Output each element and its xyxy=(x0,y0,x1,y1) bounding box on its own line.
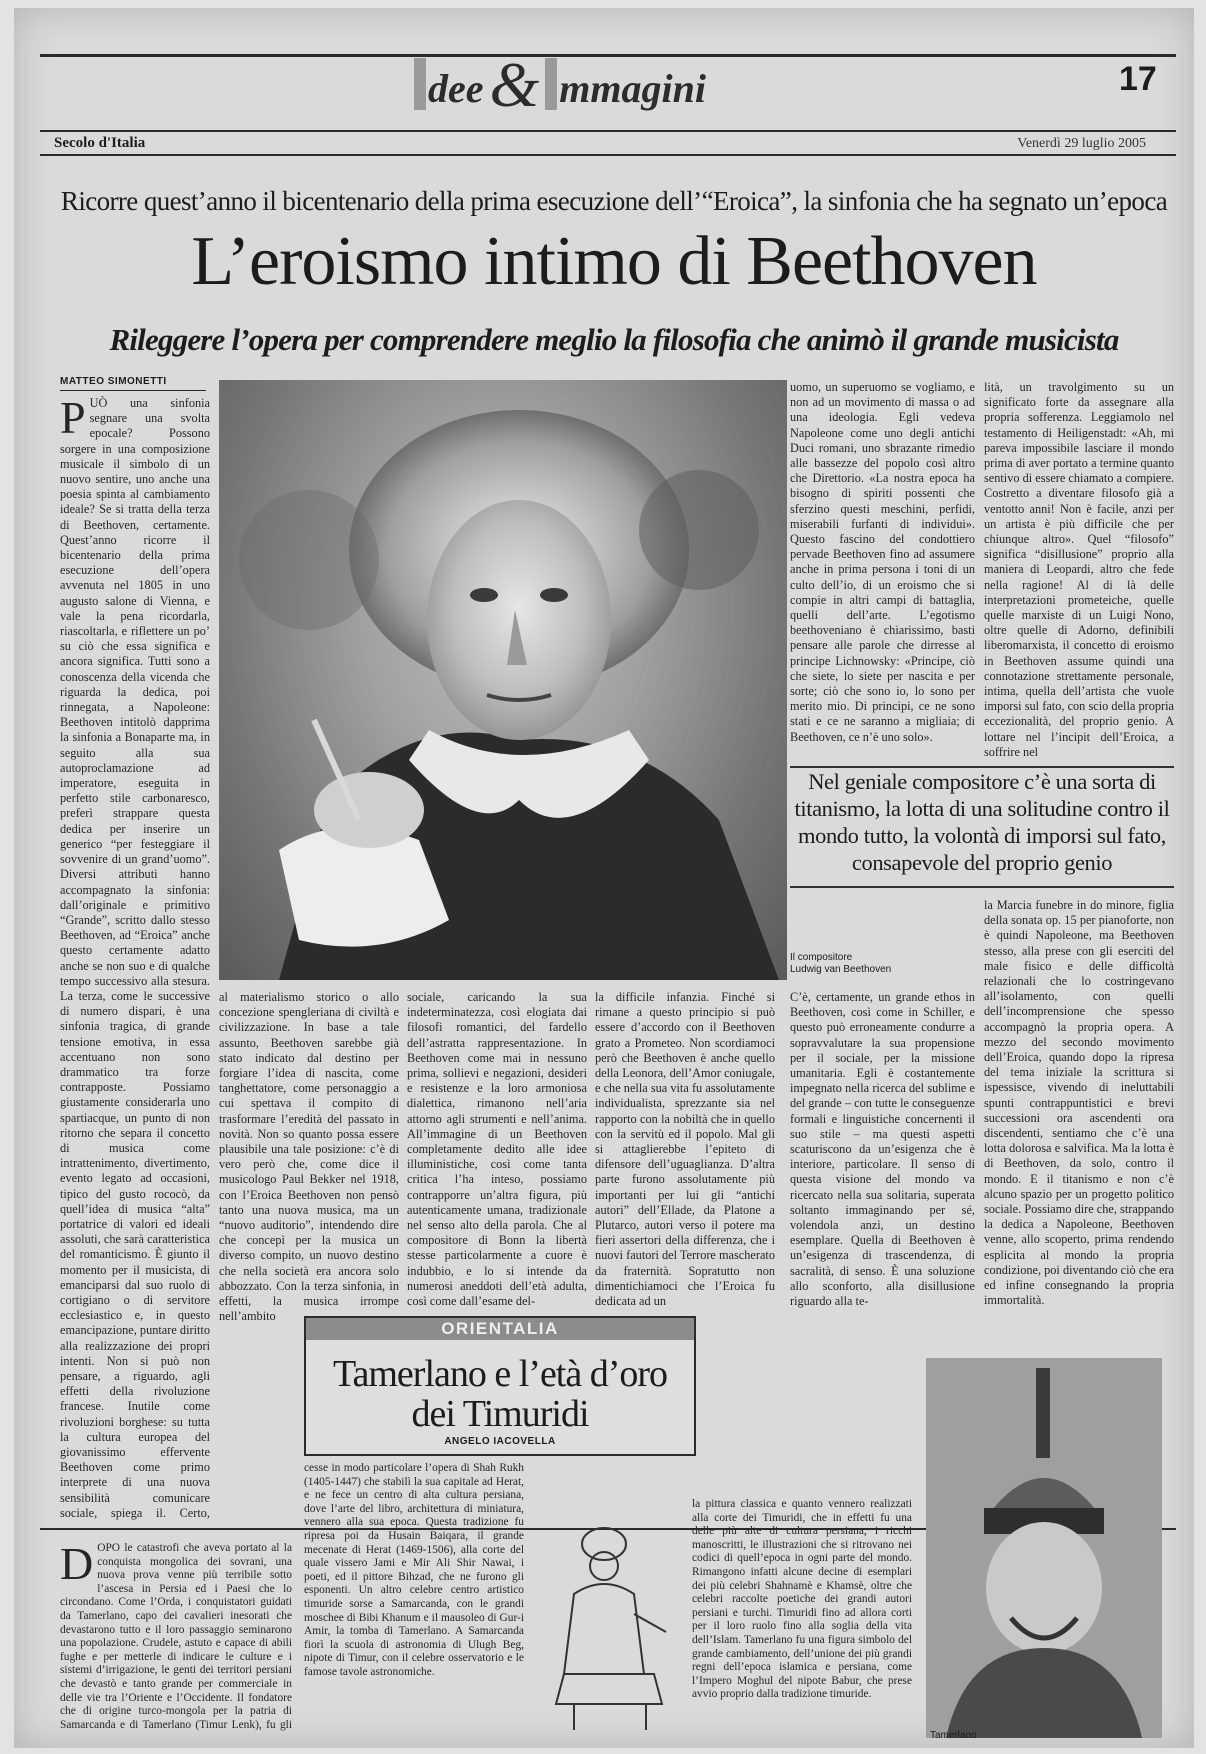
orientalia-column-1-text: OPO le catastrofi che aveva portato al la conquista mongolica dei sovrani, una nuova prova venne più terribile sotto l’ascesa in Persia ed i Paesi che lo circondano. Come l’Orda, i conquistatori guidati da Tamerlano, capo dei cavalieri inesorati che devastarono tutto e il loro passaggio seminarono una popolazione. Crudele, astuto e capace di abili fughe e per metterle di indicare le culture e i sistemi d’irrigazione, le genti dei territori persiani che devastò e tanto grande per commerciale in delle vie tra l’Oriente e l’Occidente. Il fondatore che di origine turco-mongola per la patria di Samarcanda e di Tamerlano (Timur Lenk), fu gli xyxy=(60,1542,292,1731)
orientalia-headline-box xyxy=(304,1316,696,1456)
beethoven-portrait xyxy=(219,380,787,980)
article-column-8: la Marcia funebre in do minore, figlia della sonata op. 15 per pianoforte, non è quindi Napoleone, ma Beethoven stesso, alla prese con gli eserciti del male fisico e delle difficoltà relazionali che lo costringevano all’isolamento, con quelli dell’incomprensione che spesso accompagnò la propria opera. A mezzo del secondo movimento dell’Eroica, quando dopo la ripresa del tema iniziale la scrittura si ispessisce, vivendo di ineluttabili spunti contrappuntistici e brevi successioni ora ascendenti ora discendenti, sentiamo che c’è una lotta dolorosa e salvifica. Ma la lotta è di Beethoven, da solo, contro il mondo. E il titanismo e non c’è alcuno spazio per un progetto politico sociale. Possiamo dire che, strappando la dedica a Napoleone, Beethoven venne, allo scoperto, prima rendendo esplicita al mondo la propria condizione, poi diventando ciò che era ed infine consegnando la propria immortalità. xyxy=(984,898,1174,1308)
orientalia-column-2-text: cesse in modo particolare l’opera di Shah Rukh (1405-1447) che stabilì la sua capitale ad Herat, e ne fece un centro di alta cultura persiana, dove l’arte del libro, architettura di miniatura, vennero alla sua epoca. Questa tradizione fu ripresa poi da Husain Baiqara, il grande mecenate di Herat (1469-1506), alla corte del quale vissero Jami e Mir Ali Shir Nawai, i poeti, ed il pittore Bihzad, che ne furono gli esponenti. Un altro celebre centro artistico timuride sorse a Samarcanda, con le grandi moschee di Bibi Khanum e il mausoleo di Gur-i Amir, la tomba di Tamerlano. A Samarcanda fiorì la scuola di astronomia di Ulugh Beg, nipote di Timur, con il celebre osservatorio e le famose tavole astronomiche. xyxy=(304,1462,524,1678)
masthead-bottom-rule xyxy=(40,154,1176,156)
byline: MATTEO SIMONETTI xyxy=(60,376,167,387)
orientalia-column-3: la pittura classica e quanto vennero realizzati alla corte dei Timuridi, che in effetti fu una delle più alte di cultura persiana, i ricchi manoscritti, le illustrazioni che si ritrovano nei codici di quell’epoca in ogni parte del mondo. Rimangono infatti alcune decine di esemplari dei più celebri Shahnamè e Khamsè, oltre che celebri raccolte poetiche dei grandi autori persiani e turchi. Timuridi fino ad allora corti per il loro ruolo fino alla soglia della vita dell’Islam. Tamerlano fu una figura simbolo del grande cambiamento, dell’unione dei più grandi regni dell’epoca islamica e persiana, come l’Impero Moghul del nipote Babur, che prese avvio proprio dalla tradizione timuride. xyxy=(692,1498,912,1701)
seated-figure-illustration xyxy=(534,1504,684,1736)
dropcap: P xyxy=(60,396,86,443)
article-column-4: la difficile infanzia. Finché si rimane a questo principio si può essere d’accordo con il Beethoven grato a Prometeo. Non scordiamoci però che Beethoven è anche quello della Leonora, dell’Amor coniugale, e che nella sua vita fu assolutamente individualista, sprezzante sia nel rapporto con la nobiltà che in quello con la servitù ed il popolo. Mal gli si attaglierebbe l’epiteto di difensore dell’uguaglianza. D’altra parte furono assolutamente più importanti per lui gli “antichi autori” dell’Ellade, da Platone a Plutarco, autori verso il potere ma fieri assertori della differenza, che i nuovi fautori del Terrore mascherato da fraternità. Sopratutto non dimentichiamoci che l’Eroica fu dedicata ad un xyxy=(595,990,775,1309)
section-title-part-2: mmagini xyxy=(559,66,706,111)
section-title xyxy=(414,48,834,128)
tamerlano-caption: Tamerlano xyxy=(930,1730,977,1741)
photo-caption-line-1: Il compositore xyxy=(790,952,853,963)
orientalia-column-1 xyxy=(60,1542,292,1732)
page-number: 17 xyxy=(1119,60,1157,98)
section-title-part-1: dee xyxy=(428,66,484,111)
article-column-7: C’è, certamente, un grande ethos in Beethoven, così come in Schiller, e questo può erroneamente condurre a sopravvalutare la sua propensione per il sociale, per la missione umanitaria. Egli è costantemente impegnato nella ricerca del sublime e del grande – con tutte le conseguenze formali e linguistiche concernenti il suo stile – ma questi aspetti scaturiscono da un’esigenza che è interiore, particolare. Il senso di questa visione del mondo va ricercato nella sua solitaria, superata soltanto immaginando per sé, volendola anzi, un destino esemplare. Quella di Beethoven è un’esigenza di trascendenza, di sacralità, di senso. È una soluzione allo sconforto, alla disillusione riguardo alla te- xyxy=(790,990,975,1309)
pull-quote: Nel geniale compositore c’è una sorta di titanismo, la lotta di una solitudine contro il mondo tutto, la volontà di imporsi sul fato, consapevole del proprio genio xyxy=(790,766,1174,888)
article-column-1 xyxy=(60,396,210,1522)
article-column-5: uomo, un superuomo se vogliamo, e non ad un movimento di massa o ad una ideologia. Egli vedeva Napoleone come uno degli antichi Duci romani, uno sbrazante rimedio alle bassezze del popolo così altro che Direttorio. «La nostra epoca ha bisogno di spiriti possenti che sferzino questi meschini, perfidi, miserabili furfanti di individui». Questo fascino del condottiero pervade Beethoven fino ad assumere anche in prima persona i toni di un culto dell’io, di un eroismo che si compie in altri campi di battaglia, quelli dell’arte. L’egotismo beethoveniano è chiarissimo, basti pensare alle parole che dirresse al principe Lichnowsky: «Principe, ciò che siete, lo siete per nascita e per sorte; ciò che sono io, lo sono per merito mio. Di principi, ce ne sono stati e ce ne saranno a migliaia; di Beethoven, ce n’è uno solo». xyxy=(790,380,975,744)
section-ampersand: & xyxy=(489,49,540,120)
portrait-illustration xyxy=(219,380,787,980)
article-column-2: al materialismo storico o allo concezione spengleriana di civiltà e civilizzazione. In base a tale assunto, Beethoven sarebbe già stato indicato dal destino per forgiare l’idea di nascita, come tanghettatore, come personaggio a cui spettava il compito di trasformare l’eredità del passato in novità. Non so quanto possa essere plausibile una tale posizione: c’è di vero però che, come dice il musicologo Paul Bekker nel 1918, con l’Eroica Beethoven non pensò tanto una nuova musica, ma un “nuovo auditorio”, intendendo dire che concepì per la musica un diverso compito, un nuovo destino che nella società era ancora solo abbozzato. Con la terza sinfonia, in effetti, la musica irrompe nell’ambito xyxy=(219,990,399,1324)
orientalia-title-line-2: dei Timuridi xyxy=(411,1393,589,1435)
issue-date: Venerdì 29 luglio 2005 xyxy=(1017,136,1146,151)
article-column-1-text: UÒ una sinfonia segnare una svolta epocale? Possono sorgere in una composizione musicale il simbolo di un nuovo sentire, uno anche una poesia spinta al cambiamento ideale? Se si tratta della terza di Beethoven, certamente. Quest’anno ricorre il bicentenario della prima esecuzione dell’opera avvenuta nel 1805 in uno augusto salone di Vienna, e vale la pena ricordarla, riascoltarla, e riflettere un po’ su ciò che essa significa e ancora significa. Tutti sono a conoscenza della vicenda che riguarda la dedica, poi rinnegata, a Napoleone: Beethoven intitolò dapprima la sinfonia a Bonaparte ma, in seguito alla sua autoproclamazione ad imperatore, eseguita in perfetto stile carbonaresco, preferì strappare questa dedica per inserire un generico “per festeggiare il sovvenire di un grand’uomo”. Diversi attributi hanno accompagnato la sinfonia: dall’originale e primitivo “Grande”, scritto dallo stesso Beethoven, ad “Eroica” anche questo certamente adatto anche se non suo e di qualche tempo successivo alla stesura. La terza, come le successive di numero dispari, è una sinfonia tragica, di grande tensione emotiva, in essa accentuano non sono drammatico tra forze contrapposte. Possiamo giustamente considerarla uno spartiacque, un punto di non ritorno che separa il concetto di musica come intrattenimento, divertimento, evento legato ad occasioni, tipico del gusto rococò, da quell’idea di musica “alta” portatrice di valori ed ideali assoluti, che sarà caratteristica del romanticismo. È giunto il momento per il musicista, di emanciparsi dal suo ruolo di cortigiano o di servitore ecclesiastico e, in questo emancipazione, puntare diritto alla realizzazione dei propri intenti. Non si può non pensare, a riguardo, agli effetti della rivoluzione francese. Inutile come rivoluzioni borghese: su tutta la cultura europea del giovanissimo effervente Beethoven come primo interprete di una nuova sensibilità comunicare sociale, spiega il. Certo, xyxy=(60,396,210,1520)
orientalia-title-line-1: Tamerlano e l’età d’oro xyxy=(332,1353,668,1395)
masthead-rule xyxy=(40,130,1176,132)
orientalia-dropcap: D xyxy=(60,1542,94,1589)
headline: L’eroismo intimo di Beethoven xyxy=(191,223,1037,300)
photo-caption-line-2: Ludwig van Beethoven xyxy=(790,964,892,975)
byline-rule xyxy=(60,390,206,391)
section-tag-orientalia: ORIENTALIA xyxy=(306,1318,694,1340)
photo-caption xyxy=(790,952,975,976)
section-bar-1 xyxy=(414,58,426,110)
paper-name: Secolo d'Italia xyxy=(54,135,146,151)
orientalia-byline: ANGELO IACOVELLA xyxy=(444,1436,556,1447)
orientalia-title xyxy=(306,1354,694,1434)
tamerlano-portrait xyxy=(926,1358,1162,1738)
section-bar-2 xyxy=(545,58,557,110)
article-column-3: sociale, caricando la sua indeterminatezza, così elogiata dai filosofi romantici, del fardello dell’astratta rappresentazione. In Beethoven come mai in nessuno prima, sollievi e negazioni, desideri e resistenze e la loro armoniosa dialettica, rimanono nell’aria attorno agli strumenti e nell’anima. All’immagine di un Beethoven completamente dedito alle idee illuministiche, così come tanta critica l’ha inteso, possiamo contrapporre un’altra figura, più autenticamente umana, tradizionale nel senso alto della parola. Che al compositore di Bonn la libertà stesse particolarmente a cuore è indubbio, e lo si intende da numerosi aneddoti dell’età adulta, così come dall’esame del- xyxy=(407,990,587,1309)
kicker: Ricorre quest’anno il bicentenario della prima esecuzione dell’“Eroica”, la sinfonia che ha segnato un’epoca xyxy=(60,186,1168,216)
orientalia-figure-drawing xyxy=(534,1504,684,1736)
subheadline: Rileggere l’opera per comprendere meglio la filosofia che animò il grande musicista xyxy=(109,322,1119,357)
article-column-6: lità, un travolgimento su un significato forte da assegnare alla propria sofferenza. Leggiamolo nel testamento di Heiligenstadt: «Ah, mi pareva impossibile lasciare il mondo prima di aver portato a termine quanto sentivo di essere chiamato a compiere. Costretto a diventare filosofo già a ventotto anni! Non è facile, anzi per un artista è più difficile che per chiunque altro». Quel “filosofo” significa “disillusione” proprio alla maniera di Leopardi, altro che fede nella ragione! Al di là delle interpretazioni prometeiche, quelle quelle marxiste di un Luigi Nono, oltre quelle di Adorno, definibili liberomarxista, il concetto di eroismo in Beethoven assume quindi una connotazione strettamente personale, intima, quella dell’artista che vuole imporsi sul fato, con scio della propria eccezionalità, del proprio genio. A lottare nel l’incipit dell’Eroica, a soffrire nel xyxy=(984,380,1174,758)
newspaper-page xyxy=(14,8,1194,1748)
tamerlano-illustration xyxy=(926,1358,1162,1738)
